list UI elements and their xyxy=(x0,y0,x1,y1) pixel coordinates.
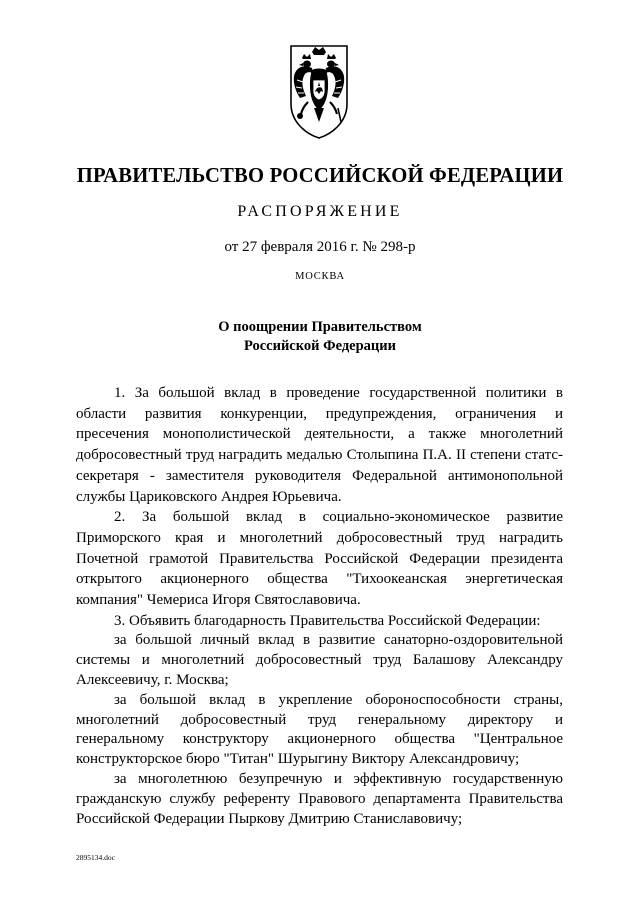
document-body xyxy=(76,383,563,829)
city: МОСКВА xyxy=(295,271,345,282)
paragraph-3: 3. Объявить благодарность Правительства Российской Федерации: xyxy=(114,612,541,629)
paragraph-2: 2. За большой вклад в социально-экономическое развитие Приморского края и многолетний добросовестный труд наградить Почетной грамотой Правительства Российской Федерации президента открытого акционерного общества "Тихоокеанская энергетическая компания" Чемериса Игоря Святославовича. xyxy=(76,509,563,609)
government-name: ПРАВИТЕЛЬСТВО РОССИЙСКОЙ ФЕДЕРАЦИИ xyxy=(76,163,564,187)
document-title xyxy=(150,318,490,356)
paragraph-1: 1. За большой вклад в проведение государственной политики в области развития конкуренции, предупреждения, ограничения и пресечения монополистической деятельности, а также многолетний добросовестный труд наградить медалью Столыпина П.А. II степени статс-секретаря - заместителя руководителя Федеральной антимонопольной службы Цариковского Андрея Юрьевича. xyxy=(76,385,563,505)
paragraph-3-item-1: за большой личный вклад в развитие санаторно-оздоровительной системы и многолетний добросовестный труд Балашову Александру Алексеевичу, г. Москва; xyxy=(76,632,563,689)
file-reference: 2895134.doc xyxy=(76,853,115,862)
paragraph-3-item-2: за большой вклад в укрепление обороноспособности страны, многолетний добросовестный труд генеральному директору и генеральному конструктору акционерного общества "Центральное конструкторское бюро "Титан" Шурыгину Виктору Александровичу; xyxy=(76,691,563,768)
title-line-1: О поощрении Правительством xyxy=(218,319,422,335)
paragraph-3-item-3: за многолетнюю безупречную и эффективную государственную гражданскую службу референту Правового департамента Правительства Российской Федерации Пыркову Дмитрию Станиславовичу; xyxy=(76,771,563,827)
document-type: РАСПОРЯЖЕНИЕ xyxy=(237,203,403,220)
title-line-2: Российской Федерации xyxy=(243,338,396,354)
coat-of-arms-emblem xyxy=(288,42,350,140)
date-and-number: от 27 февраля 2016 г. № 298-р xyxy=(224,239,416,255)
